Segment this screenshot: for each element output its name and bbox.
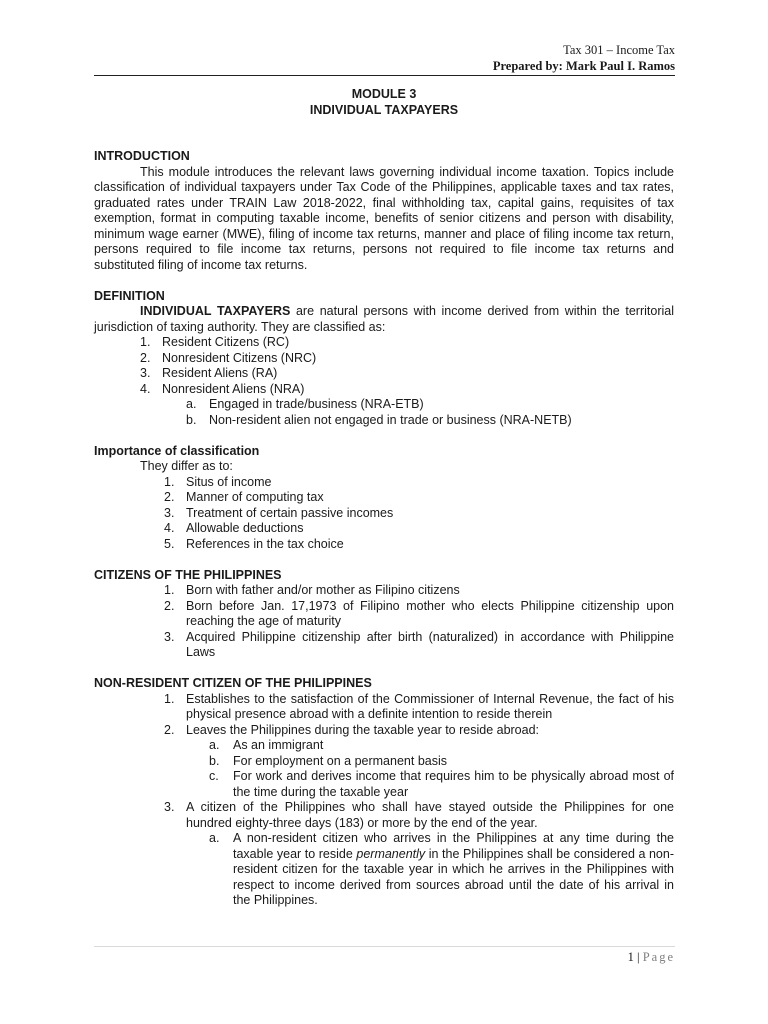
document-body bbox=[94, 87, 674, 909]
list-item: 4. Allowable deductions bbox=[164, 521, 304, 535]
definition-term: INDIVIDUAL TAXPAYERS bbox=[140, 304, 291, 318]
header-course: Tax 301 – Income Tax bbox=[563, 43, 675, 57]
list-item: 3. Treatment of certain passive incomes bbox=[164, 505, 394, 520]
definition-body bbox=[94, 304, 674, 335]
classification-list bbox=[94, 335, 674, 428]
list-item: 4. Nonresident Aliens (NRA) bbox=[140, 381, 305, 396]
list-item: 2. Born before Jan. 17,1973 of Filipino mother who elects Philippine citizenship upon reaching the age of maturity bbox=[164, 598, 674, 628]
module-subject: INDIVIDUAL TAXPAYERS bbox=[309, 102, 459, 117]
list-subitem: a. As an immigrant bbox=[209, 738, 324, 752]
list-item: 3. Resident Aliens (RA) bbox=[140, 366, 278, 380]
nonresident-list bbox=[94, 692, 674, 909]
emphasis-permanently: permanently bbox=[356, 846, 426, 861]
header-rule bbox=[94, 75, 675, 76]
citizens-heading: CITIZENS OF THE PHILIPPINES bbox=[94, 567, 282, 582]
list-item: 1. Situs of income bbox=[164, 474, 272, 489]
list-subitem: a. A non-resident citizen who arrives in the Philippines at any time during the taxable year to reside permanently in the Philippines shall be considered a non-resident citizen for the taxable year in which he arrives in the Philippines with respect to income derived from sources abroad until the date of his arrival in the Philippines. bbox=[209, 831, 674, 907]
definition-heading: DEFINITION bbox=[94, 288, 165, 303]
list-item: 1. Establishes to the satisfaction of the Commissioner of Internal Revenue, the fact of his physical presence abroad with a definite intention to reside therein bbox=[164, 691, 674, 721]
module-title: MODULE 3 bbox=[351, 87, 417, 101]
header-prepared-by: Prepared by: Mark Paul I. Ramos bbox=[492, 59, 675, 73]
introduction-heading: INTRODUCTION bbox=[94, 149, 190, 163]
list-subitem: b. Non-resident alien not engaged in trade or business (NRA-NETB) bbox=[186, 412, 572, 427]
footer-rule bbox=[94, 946, 675, 947]
list-item: 2. Leaves the Philippines during the taxable year to reside abroad: bbox=[164, 722, 540, 737]
page-number: 1 bbox=[627, 950, 634, 964]
list-item: 1. Resident Citizens (RC) bbox=[140, 335, 290, 349]
list-item: 1. Born with father and/or mother as Filipino citizens bbox=[164, 583, 460, 597]
list-item: 2. Manner of computing tax bbox=[164, 490, 324, 504]
importance-list bbox=[94, 475, 674, 553]
citizens-list bbox=[94, 583, 674, 661]
list-subitem: a. Engaged in trade/business (NRA-ETB) bbox=[186, 397, 424, 411]
list-item: 2. Nonresident Citizens (NRC) bbox=[140, 350, 317, 365]
list-subitem: c. For work and derives income that requires him to be physically abroad most of the time during the taxable year bbox=[209, 769, 674, 799]
introduction-body: This module introduces the relevant laws governing individual income taxation. Topics include classification of individual taxpayers under Tax Code of the Philippines, applicable taxes and tax rates, graduated rates under TRAIN Law 2018-2022, final withholding tax, capital gains, requisites of tax exemption, format in computing taxable income, benefits of senior citizens and person with disability, minimum wage earner (MWE), filing of income tax returns, manner and place of filing income tax return, persons required to file income tax returns, persons not required to file income tax returns and substituted filing of income tax returns. bbox=[94, 164, 674, 272]
page-label: Page bbox=[642, 950, 675, 964]
page-footer bbox=[628, 950, 675, 965]
nonresident-heading: NON-RESIDENT CITIZEN OF THE PHILIPPINES bbox=[94, 676, 372, 690]
list-item: 3. Acquired Philippine citizenship after birth (naturalized) in accordance with Philippine Laws bbox=[164, 629, 674, 659]
definition-text: are natural persons with income derived from within the territorial jurisdiction of taxing authority. They are classified as: bbox=[94, 304, 674, 334]
list-item: 5. References in the tax choice bbox=[164, 536, 344, 551]
importance-heading: Importance of classification bbox=[94, 443, 260, 458]
importance-lead: They differ as to: bbox=[140, 459, 233, 473]
list-subitem: b. For employment on a permanent basis bbox=[209, 753, 447, 768]
list-item: 3. A citizen of the Philippines who shall have stayed outside the Philippines for one hundred eighty-three days (183) or more by the end of the year. bbox=[164, 800, 674, 830]
footer-separator: | bbox=[637, 950, 640, 964]
